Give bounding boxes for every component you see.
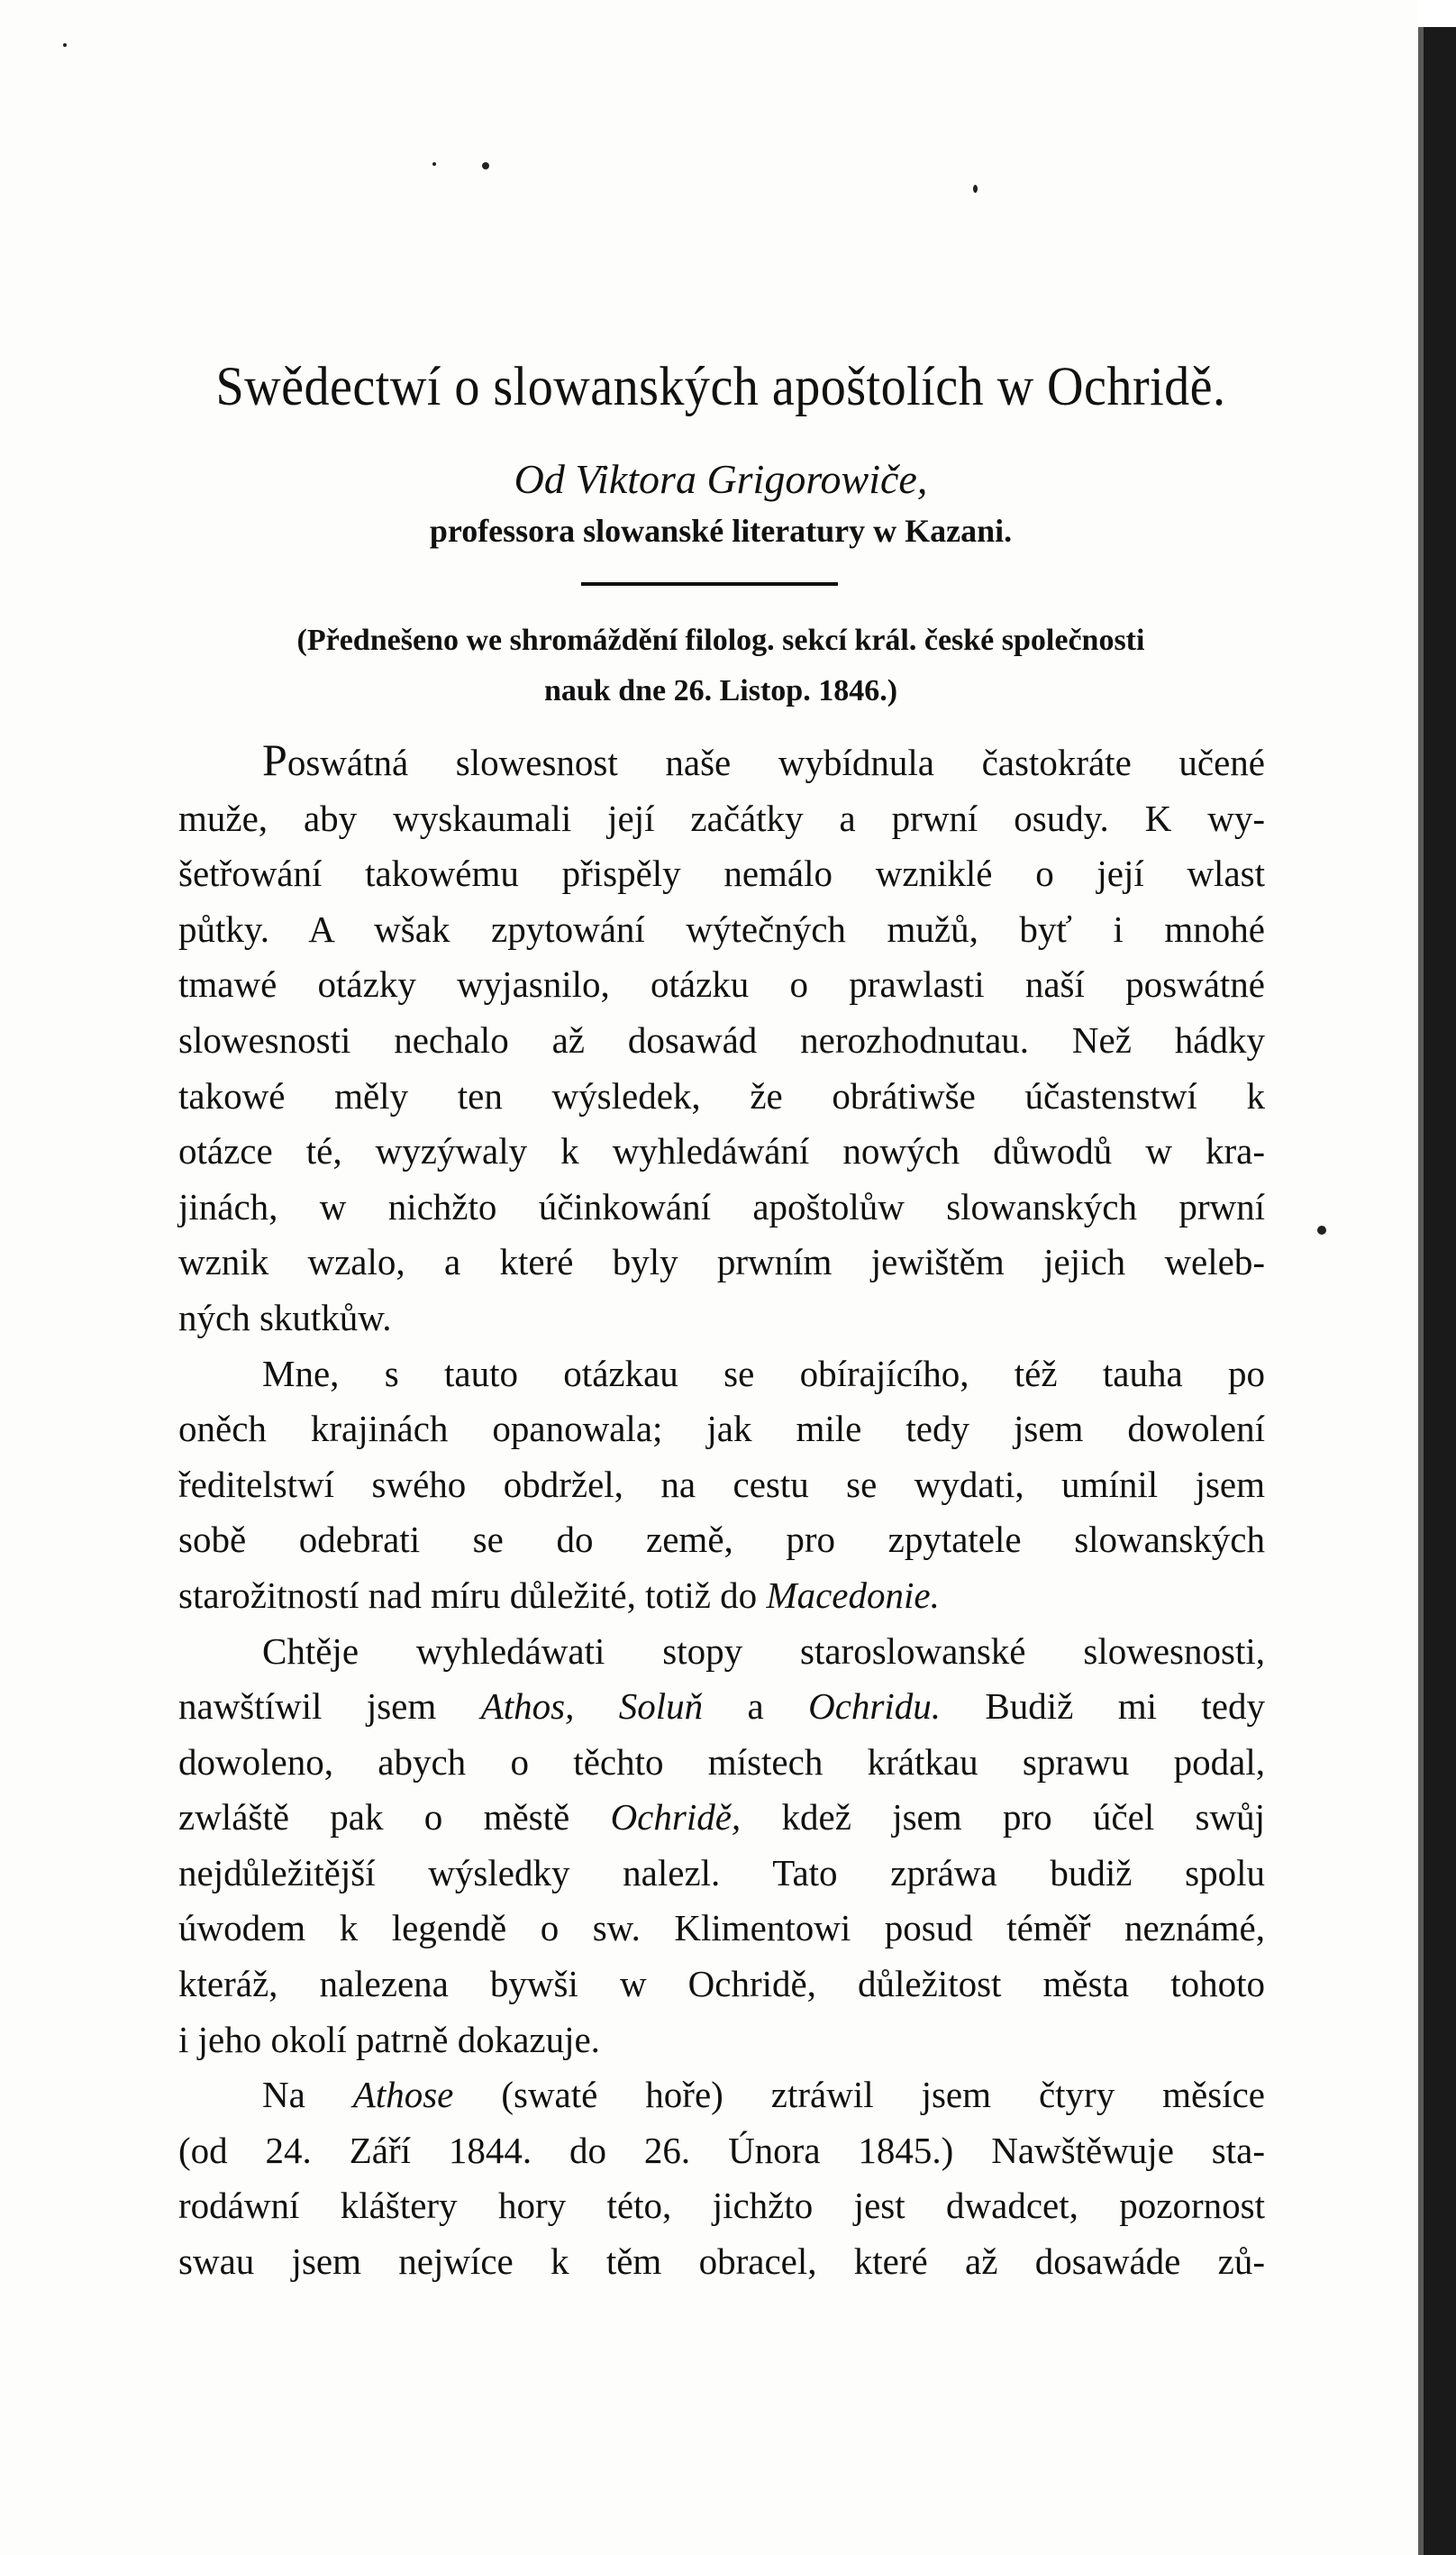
- text-line: wznik wzalo, a které byly prwním jewištěm jejich weleb-: [178, 1241, 1265, 1283]
- text-line: půtky. A wšak zpytowání wýtečných mužů, byť i mnohé: [178, 908, 1265, 950]
- drop-capital: P: [262, 735, 287, 785]
- text-line: dowoleno, abych o těchto místech krátkau sprawu podal,: [178, 1740, 1265, 1783]
- text-run: kdež jsem pro účel swůj: [741, 1796, 1265, 1839]
- text-line: slowesnosti nechalo až dosawád nerozhodnutau. Než hádky: [178, 1018, 1265, 1061]
- author-line: Od Viktora Grigorowiče,: [514, 456, 928, 502]
- note-line: nauk dne 26. Listop. 1846.): [543, 674, 898, 707]
- place-name: Athose: [352, 2074, 454, 2116]
- text-run: nawštíwil jsem: [178, 1685, 481, 1728]
- text-run: oswátná slowesnost naše wybídnula častokráte učené: [287, 742, 1265, 783]
- author-affiliation: professora slowanské literatury w Kazani.: [429, 513, 1013, 549]
- text-line: oněch krajinách opanowala; jak mile tedy jsem dowolení: [178, 1408, 1265, 1450]
- text-line: otázce té, wyzýwaly k wyhledáwání nowých důwodů w kra-: [178, 1130, 1265, 1173]
- scan-speck: [432, 162, 436, 166]
- text-line: takowé měly ten wýsledek, že obrátiwše účastenstwí k: [178, 1074, 1265, 1117]
- text-run: (swaté hoře) ztráwil jsem čtyry měsíce: [453, 2074, 1265, 2116]
- text-line: Chtěje wyhledáwati stopy staroslowanské slowesnosti,: [262, 1629, 1265, 1672]
- presentation-note: [180, 616, 1261, 716]
- scan-dark-border: [1424, 27, 1456, 2555]
- text-line: Mne, s tauto otázkau se obírajícího, též tauha po: [262, 1352, 1265, 1394]
- text-line: muže, aby wyskaumali její začátky a prwní osudy. K wy-: [178, 797, 1265, 839]
- text-line: swau jsem nejwíce k těm obracel, které až dosawáde zů-: [178, 2240, 1265, 2283]
- text-line: kteráž, nalezena bywši w Ochridě, důležitost města tohoto: [178, 1963, 1265, 2005]
- text-line: jinách, w nichžto účinkowání apoštolůw slowanských prwní: [178, 1185, 1265, 1227]
- article-title: Swědectwí o slowanských apoštolích w Ochridě.: [215, 357, 1226, 417]
- text-line: [178, 1568, 1265, 1624]
- text-run: zwláště pak o městě: [178, 1796, 611, 1839]
- text-line: [178, 2067, 1265, 2123]
- text-line: [178, 733, 1265, 791]
- separator-rule: [581, 582, 838, 586]
- text-run: Na: [262, 2074, 353, 2116]
- text-line: i jeho okolí patrně dokazuje.: [178, 2018, 600, 2060]
- text-line: [178, 1679, 1265, 1735]
- text-line: tmawé otázky wyjasnilo, otázku o prawlasti naší poswátné: [178, 963, 1265, 1006]
- scan-speck: [63, 43, 67, 47]
- place-name: Macedonie.: [766, 1574, 940, 1616]
- text-run: starožitností nad míru důležité, totiž do: [178, 1574, 767, 1616]
- text-line: (od 24. Září 1844. do 26. Února 1845.) Nawštěwuje sta-: [178, 2129, 1265, 2171]
- text-run: a: [703, 1685, 809, 1728]
- text-line: rodáwní kláštery hory této, jichžto jest dwadcet, pozornost: [178, 2185, 1265, 2227]
- note-line: (Přednešeno we shromáždění filolog. sekcí král. české společnosti: [296, 624, 1145, 657]
- text-run: Budiž mi tedy: [941, 1685, 1266, 1728]
- article-body: [178, 733, 1265, 2290]
- place-name: Ochridě,: [610, 1796, 742, 1839]
- scan-speck: [482, 162, 489, 169]
- text-line: sobě odebrati se do země, pro zpytatele slowanských: [178, 1519, 1265, 1561]
- text-line: šetřowání takowému přispěly nemálo wzniklé o její wlast: [178, 853, 1265, 895]
- text-line: ředitelstwí swého obdržel, na cestu se wydati, umínil jsem: [178, 1463, 1265, 1505]
- text-line: nejdůležitější wýsledky nalezl. Tato zpráwa budiž spolu: [178, 1851, 1265, 1893]
- scan-speck: [973, 185, 978, 193]
- text-line: [178, 1790, 1265, 1846]
- place-name: Athos, Soluň: [480, 1685, 704, 1728]
- text-line: úwodem k legendě o sw. Klimentowi posud téměř neznámé,: [178, 1907, 1265, 1949]
- scan-speck: [1317, 1226, 1326, 1235]
- place-name: Ochridu.: [808, 1685, 942, 1728]
- text-line: ných skutkůw.: [178, 1296, 392, 1338]
